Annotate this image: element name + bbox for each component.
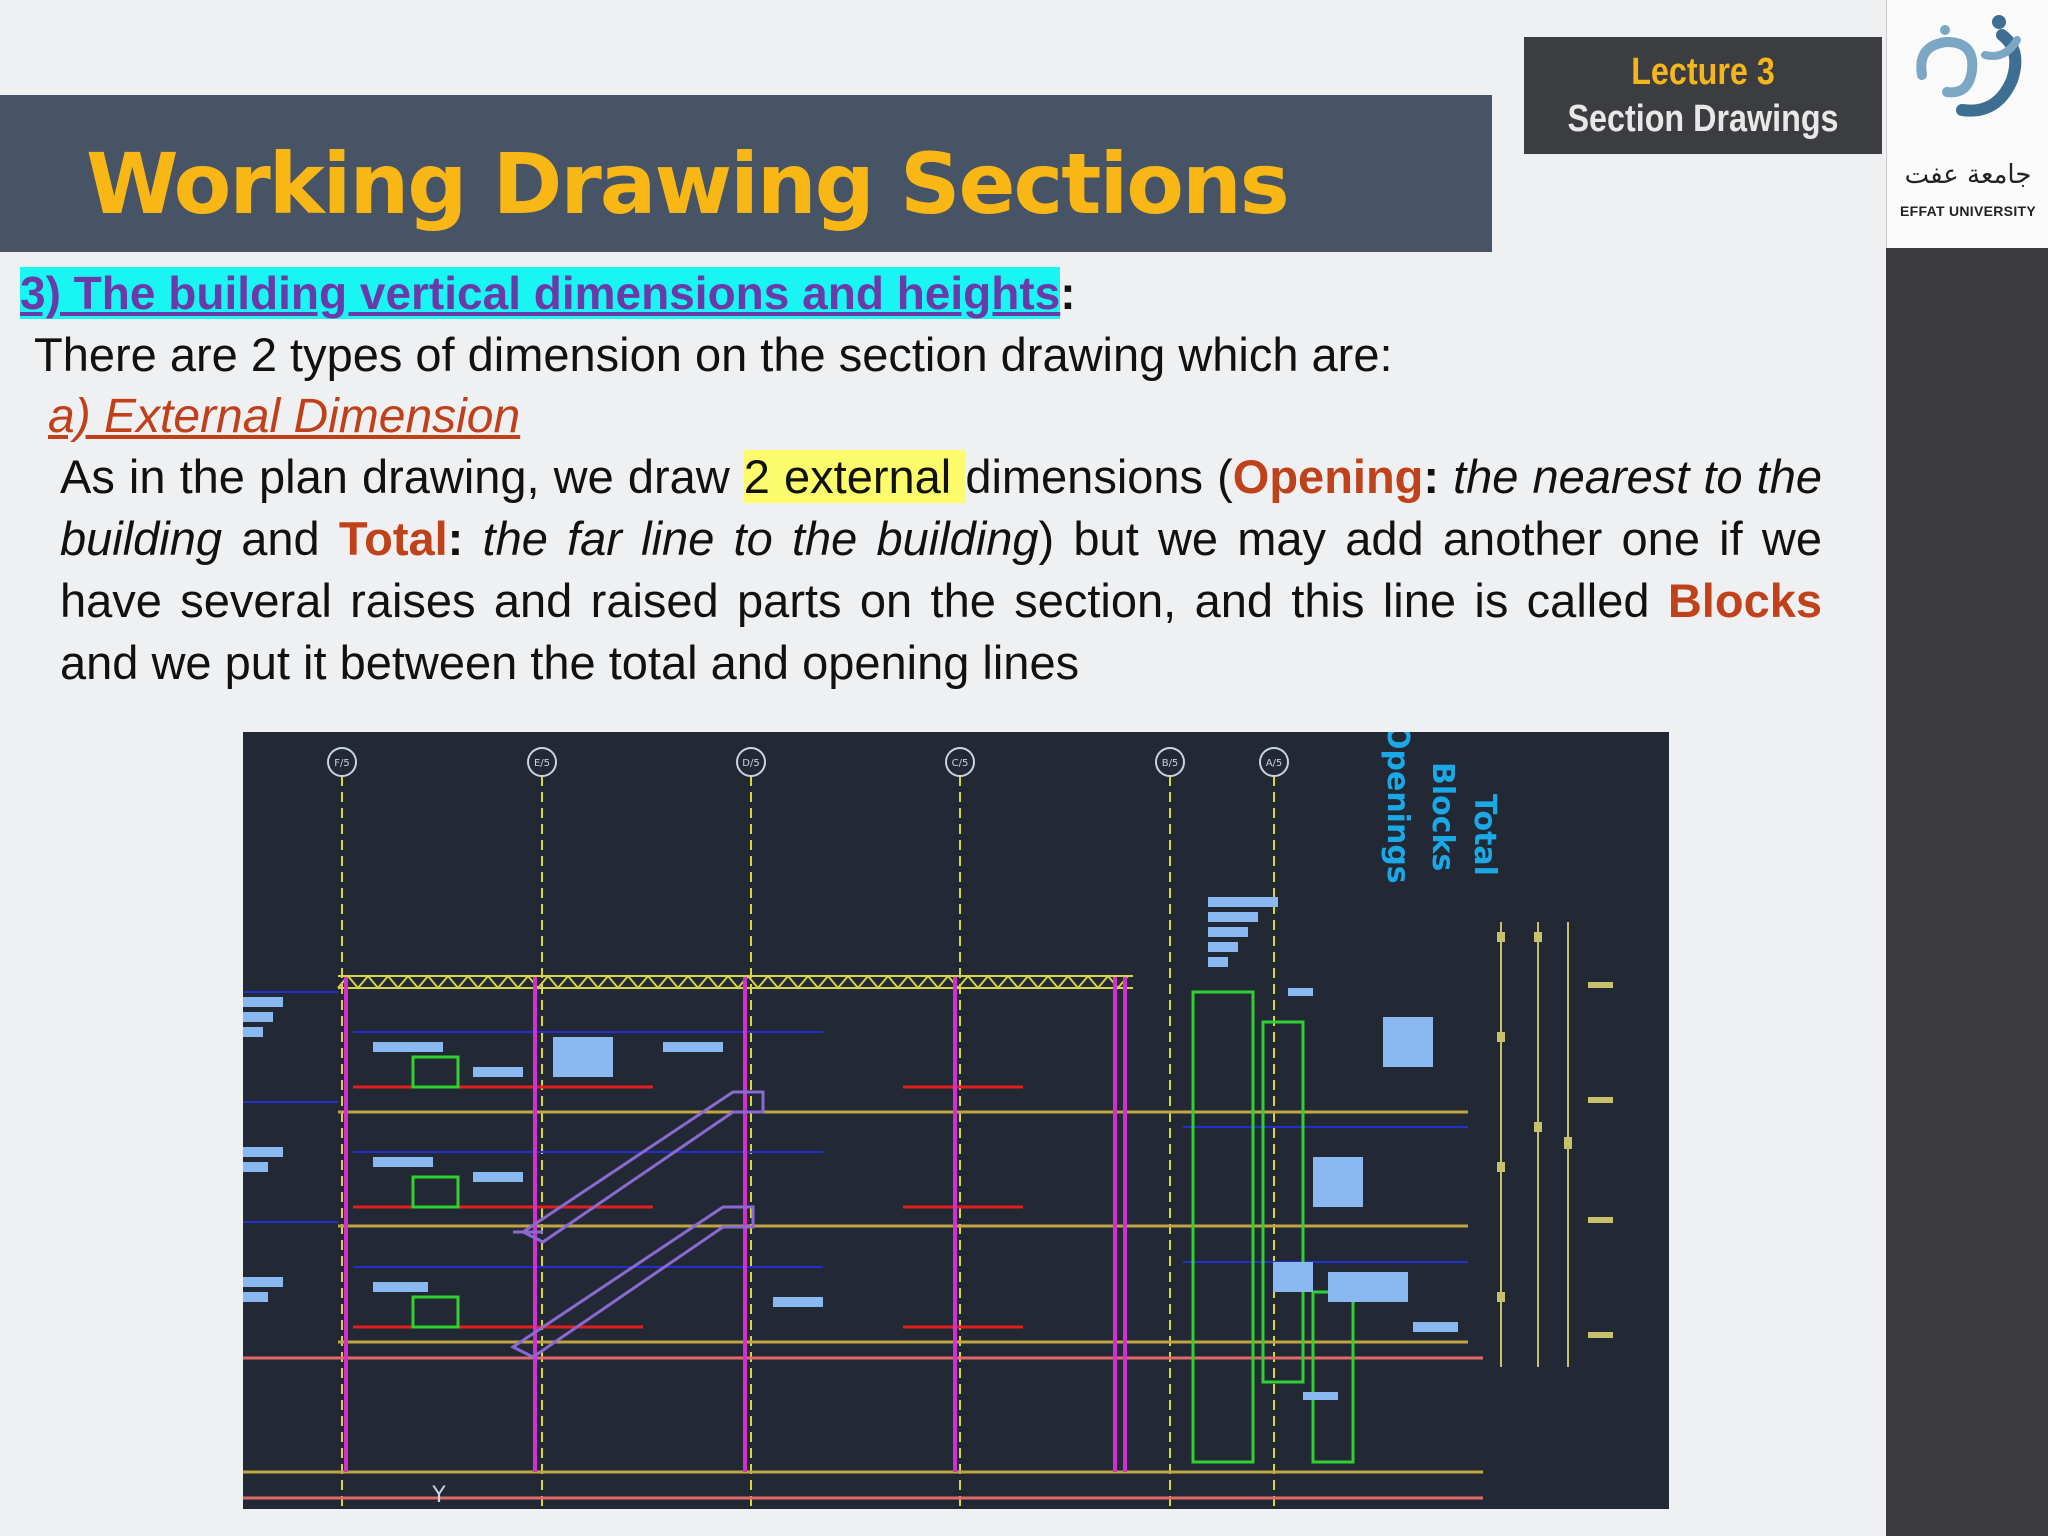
title-bar: [0, 95, 1492, 252]
para-italic: the far line to the building: [482, 512, 1039, 565]
para-italic: the nearest to the building: [60, 450, 1822, 565]
section-heading: [20, 266, 1076, 320]
grid-label-e5: E/5: [533, 758, 551, 769]
dimension-lines: [1501, 922, 1568, 1367]
dimension-label-openings: Openings: [1380, 732, 1415, 884]
floor-slabs-red: [243, 1358, 1483, 1498]
intro-text: There are 2 types of dimension on the section drawing which are:: [34, 328, 1393, 381]
roof-truss: [338, 976, 1133, 988]
section-heading-colon: :: [1060, 267, 1076, 319]
para-text: As in the plan drawing, we draw: [60, 450, 744, 503]
grid-label-a5: A/5: [1265, 758, 1283, 769]
grid-bubble-labels: [334, 758, 1282, 769]
grid-lines: [342, 776, 1274, 1509]
section-drawing: [243, 732, 1669, 1509]
para-term-blocks: Blocks: [1667, 574, 1822, 627]
lecture-subtitle: Section Drawings: [1567, 98, 1839, 140]
dimension-label-total: Total: [1467, 794, 1502, 876]
grid-bubbles: [328, 748, 1288, 776]
slide-title: Working Drawing Sections: [86, 135, 1288, 233]
lecture-number: Lecture 3: [1631, 51, 1775, 93]
body-paragraph: [60, 446, 1822, 694]
axis-y-label: Y: [432, 1483, 446, 1508]
logo-english-text: EFFAT UNIVERSITY: [1900, 203, 2036, 219]
university-logo: [1886, 0, 2048, 248]
grid-label-b5: B/5: [1161, 758, 1179, 769]
para-text: ) but we may add another one if we have several raises and raised parts on the section, and this line is called: [60, 512, 1822, 627]
logo-arabic-text: جامعة عفت: [1904, 160, 2032, 190]
para-text: and: [222, 512, 339, 565]
annotation-tags: [243, 897, 1458, 1400]
para-term-total: Total: [338, 512, 448, 565]
subheading-external-dimension: a) External Dimension: [48, 390, 521, 443]
grid-label-d5: D/5: [742, 758, 760, 769]
lecture-badge: [1524, 37, 1882, 154]
dimension-label-blocks: Blocks: [1425, 762, 1460, 872]
para-text: dimensions (: [965, 450, 1233, 503]
para-highlight: 2 external: [743, 450, 966, 503]
para-text: and we put it between the total and opening lines: [60, 636, 1080, 689]
grid-label-f5: F/5: [334, 758, 350, 769]
logo-emblem: [1887, 0, 2048, 150]
para-colon: :: [447, 512, 483, 565]
section-heading-text: 3) The building vertical dimensions and heights: [20, 267, 1061, 319]
section-drawing-svg: [243, 732, 1669, 1509]
grid-label-c5: C/5: [951, 758, 969, 769]
para-term-opening: Opening: [1232, 450, 1424, 503]
para-colon: :: [1423, 450, 1454, 503]
dimension-ticks: [1497, 932, 1613, 1338]
